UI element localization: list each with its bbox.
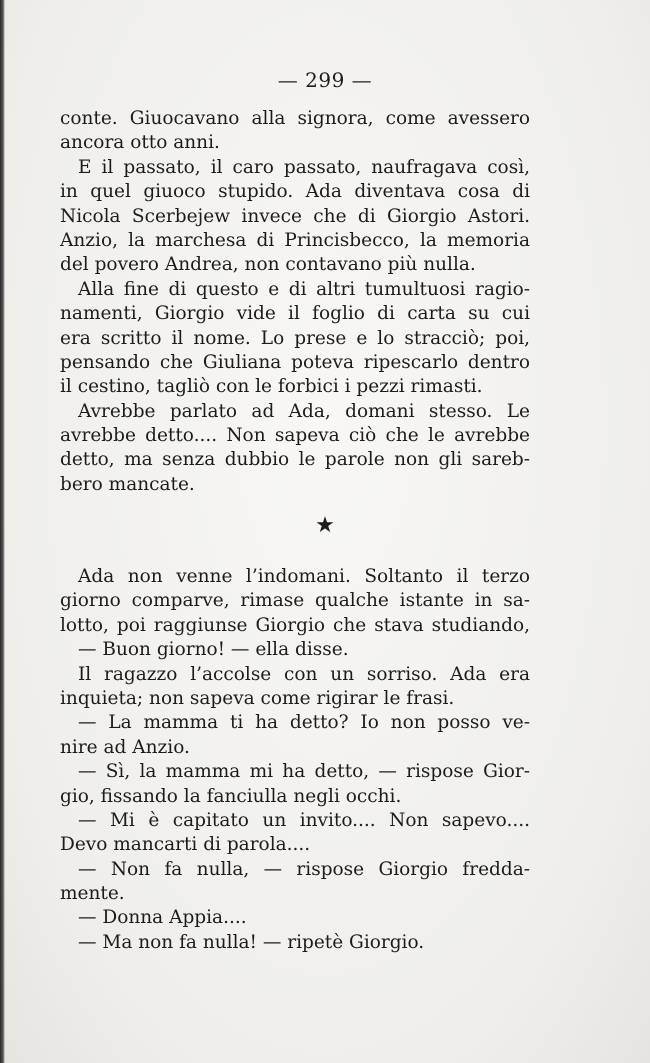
text-block-top (60, 107, 530, 497)
text-line: inquieta; non sapeva come rigirar le frasi. (60, 687, 455, 709)
text-line: Ada non venne l’indomani. Soltanto il terzo (78, 566, 530, 587)
text-line: nire ad Anzio. (60, 736, 190, 758)
text-line: Devo mancarti di parola.... (60, 834, 311, 856)
section-separator-star-icon: ★ (315, 513, 335, 538)
text-line: avrebbe detto.... Non sapeva ciò che le avrebbe (60, 425, 530, 447)
text-line: Anzio, la marchesa di Princisbecco, la memoria (60, 229, 530, 251)
text-line: — Buon giorno! — ella disse. (78, 639, 349, 661)
text-line: Alla fine di questo e di altri tumultuosi ragio- (78, 278, 530, 300)
text-line: del povero Andrea, non contavano più nulla. (60, 254, 476, 276)
text-line: Avrebbe parlato ad Ada, domani stesso. Le (78, 400, 530, 422)
text-line: ancora otto anni. (60, 132, 220, 154)
text-line: — Mi è capitato un invito.... Non sapevo.... (78, 809, 530, 831)
text-block-bottom (60, 565, 530, 955)
text-line: conte. Giuocavano alla signora, come avessero (60, 108, 530, 129)
text-line: — Ma non fa nulla! — ripetè Giorgio. (78, 931, 425, 953)
text-line: pensando che Giuliana poteva ripescarlo dentro (60, 351, 530, 373)
text-line: — La mamma ti ha detto? Io non posso ve- (78, 712, 530, 734)
text-line: — Non fa nulla, — rispose Giorgio fredda- (78, 858, 530, 880)
text-line: Il ragazzo l’accolse con un sorriso. Ada era (78, 663, 530, 685)
text-line: giorno comparve, rimase qualche istante in sa- (60, 590, 530, 612)
page-number: — 299 — (277, 68, 373, 92)
text-line: gio, fissando la fanciulla negli occhi. (60, 785, 402, 807)
text-line: bero mancate. (60, 473, 195, 495)
text-line: era scritto il nome. Lo prese e lo stracciò; poi, (60, 327, 530, 349)
text-line: mente. (60, 883, 125, 905)
text-line: — Sì, la mamma mi ha detto, — rispose Gior- (78, 761, 530, 783)
text-line: in quel giuoco stupido. Ada diventava cosa di (60, 181, 530, 203)
text-line: E il passato, il caro passato, naufragava così, (78, 156, 530, 178)
text-line: Nicola Scerbejew invece che di Giorgio Astori. (60, 205, 530, 227)
text-line: il cestino, tagliò con le forbici i pezzi rimasti. (60, 376, 483, 398)
text-line: lotto, poi raggiunse Giorgio che stava studiando, (60, 614, 530, 636)
text-line: detto, ma senza dubbio le parole non gli sareb- (60, 449, 530, 471)
text-line: namenti, Giorgio vide il foglio di carta su cui (60, 303, 530, 325)
text-line: — Donna Appia.... (78, 907, 247, 929)
